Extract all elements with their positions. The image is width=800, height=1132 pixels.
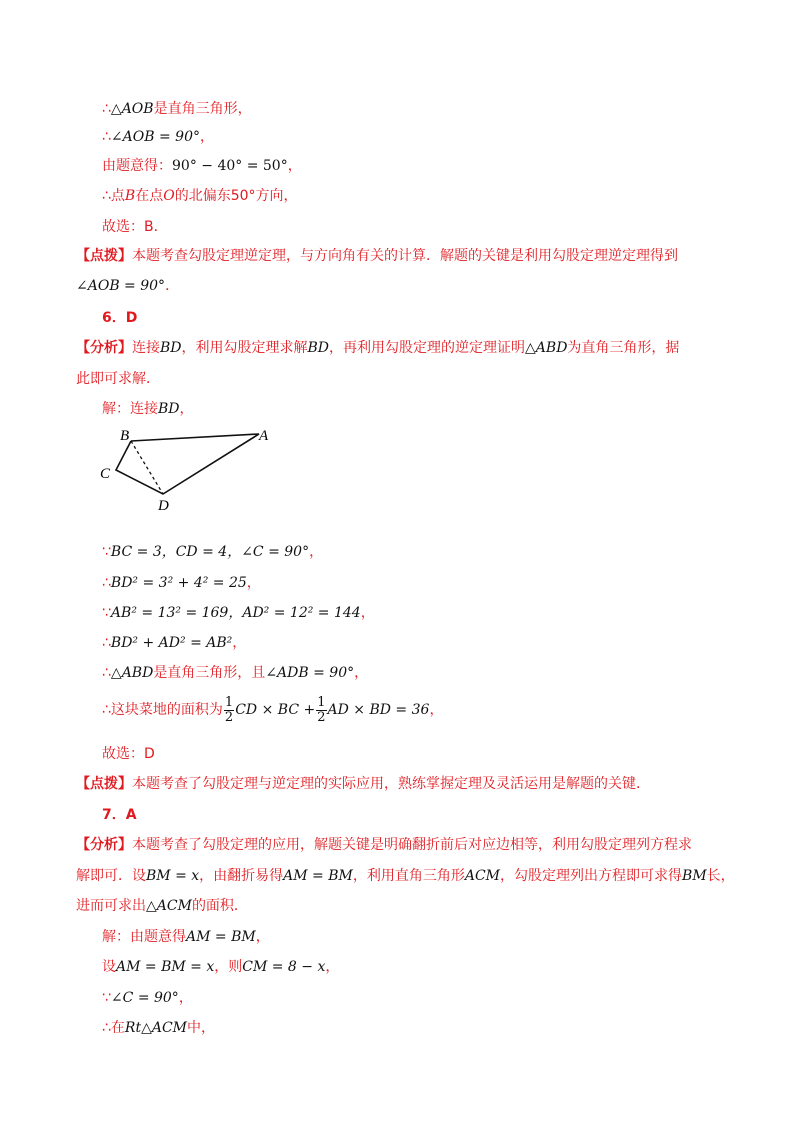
line-24 <box>102 928 270 946</box>
question-number-6: 6．D <box>102 310 138 326</box>
text: ． <box>165 278 180 294</box>
math-expr: BD² = 3² + 4² = 25 <box>110 575 247 591</box>
text: ， <box>246 575 261 591</box>
because-symbol: ∵ <box>102 605 111 621</box>
label-a: A <box>259 428 269 444</box>
text: ，利用勾股定理求解 <box>181 340 308 356</box>
line-16 <box>102 664 368 682</box>
text: 解：由题意得 <box>102 929 186 945</box>
denominator: 2 <box>317 709 326 725</box>
therefore-symbol: ∴ <box>102 635 111 651</box>
line-2 <box>102 128 214 146</box>
line-3 <box>102 157 302 175</box>
text: ，则 <box>214 959 243 975</box>
therefore-symbol: ∴ <box>102 101 111 117</box>
line-13 <box>102 574 261 592</box>
figure-outline <box>116 434 259 494</box>
line-10: 此即可求解． <box>76 371 160 387</box>
text: ， <box>178 990 193 1006</box>
math-expr: O <box>163 188 175 204</box>
text: 由题意得： <box>102 158 172 174</box>
math-expr: AM = BM = x <box>116 959 215 975</box>
numerator: 1 <box>224 694 234 710</box>
text: 长， <box>706 868 735 884</box>
math-expr: AM = BM <box>283 868 353 884</box>
line-23 <box>76 897 248 915</box>
math-expr: △AOB <box>110 101 154 117</box>
therefore-symbol: ∴ <box>102 665 111 681</box>
math-expr: ACM <box>464 868 501 884</box>
line-6 <box>76 247 678 265</box>
line-12 <box>102 543 323 561</box>
math-expr: CM = 8 − x <box>242 959 326 975</box>
question-number-7: 7．A <box>102 807 137 823</box>
text: 本题考查勾股定理逆定理，与方向角有关的计算．解题的关键是利用勾股定理逆定理得到 <box>132 248 678 264</box>
math-expr: CD × BC + <box>235 702 316 718</box>
label-c: C <box>100 466 111 482</box>
therefore-symbol: ∴ <box>102 575 111 591</box>
text: ，再利用勾股定理的逆定理证明 <box>329 340 526 356</box>
text: 进而可求出 <box>76 898 146 914</box>
math-expr: Rt△ACM <box>124 1020 188 1036</box>
line-1 <box>102 100 252 118</box>
math-expr: BM = x <box>146 868 200 884</box>
text: 在点 <box>135 188 164 204</box>
line-14 <box>102 604 375 622</box>
math-expr: △ABD <box>110 665 154 681</box>
text: 解：连接 <box>102 401 158 417</box>
text: ， <box>309 544 324 560</box>
math-expr: AB² = 13² = 169，AD² = 12² = 144 <box>110 605 361 621</box>
line-21 <box>76 836 692 854</box>
fraction-half <box>224 696 234 725</box>
text: 50° <box>230 188 256 204</box>
analysis-tag: 【分析】 <box>76 340 132 356</box>
text: ，由翻折易得 <box>199 868 284 884</box>
text: ， <box>287 158 302 174</box>
text: ，勾股定理列出方程即可求得 <box>500 868 683 884</box>
text: ，利用直角三角形 <box>352 868 465 884</box>
math-expr: BD² + AD² = AB² <box>110 635 233 651</box>
math-expr: ∠C = 90° <box>110 990 179 1006</box>
math-expr: B <box>124 188 136 204</box>
label-b: B <box>120 428 130 444</box>
line-4 <box>102 187 298 205</box>
label-d: D <box>158 498 169 514</box>
text: 本题考查了勾股定理与逆定理的实际应用，熟练掌握定理及灵活运用是解题的关键． <box>132 776 650 792</box>
math-expr: AM = BM <box>186 929 256 945</box>
line-18: 故选：D <box>102 746 155 762</box>
text: ， <box>325 959 340 975</box>
denominator: 2 <box>224 709 234 725</box>
math-expr: BM <box>682 868 707 884</box>
text: ∴点 <box>102 188 125 204</box>
text: 中， <box>187 1020 216 1036</box>
numerator: 1 <box>317 694 326 710</box>
text: 是直角三角形， <box>153 101 252 117</box>
text: 连接 <box>132 340 160 356</box>
math-expr: BD <box>160 340 182 356</box>
line-27 <box>102 1019 215 1037</box>
math-expr: 90° − 40° = 50° <box>172 158 288 174</box>
text: ∴在 <box>102 1020 125 1036</box>
line-11 <box>102 400 194 418</box>
text: ， <box>199 129 214 145</box>
line-17 <box>102 694 443 726</box>
math-expr: ∠ADB = 90° <box>265 665 355 681</box>
text: ， <box>255 929 270 945</box>
text: ∴这块菜地的面积为 <box>102 702 223 718</box>
line-7 <box>76 277 179 295</box>
text: 方向， <box>255 188 298 204</box>
text: 为直角三角形，据 <box>567 340 680 356</box>
tip-tag: 【点拨】 <box>76 776 132 792</box>
line-22 <box>76 867 735 885</box>
line-25 <box>102 958 339 976</box>
text: ， <box>179 401 194 417</box>
text: 解即可．设 <box>76 868 146 884</box>
text: ， <box>354 665 369 681</box>
line-9 <box>76 339 679 357</box>
because-symbol: ∵ <box>102 990 111 1006</box>
text: ， <box>232 635 247 651</box>
text: 本题考查了勾股定理的应用，解题关键是明确翻折前后对应边相等，利用勾股定理列方程求 <box>132 837 692 853</box>
analysis-tag: 【分析】 <box>76 837 132 853</box>
line-26 <box>102 989 193 1007</box>
math-expr: ∠AOB = 90° <box>110 129 200 145</box>
quadrilateral-figure <box>96 422 286 518</box>
text: 的北偏东 <box>174 188 231 204</box>
line-15 <box>102 634 246 652</box>
line-5: 故选：B． <box>102 219 168 235</box>
math-expr: AD × BD = 36 <box>327 702 430 718</box>
math-expr: BD <box>158 401 180 417</box>
text: 的面积． <box>191 898 248 914</box>
text: 设 <box>102 959 116 975</box>
math-expr: △ABD <box>525 340 568 356</box>
math-expr: BD <box>307 340 330 356</box>
math-expr: BC = 3，CD = 4，∠C = 90° <box>110 544 310 560</box>
line-19 <box>76 775 650 793</box>
math-expr: △ACM <box>146 898 192 914</box>
therefore-symbol: ∴ <box>102 129 111 145</box>
tip-tag: 【点拨】 <box>76 248 132 264</box>
text: 是直角三角形，且 <box>153 665 266 681</box>
text: ， <box>429 702 444 718</box>
fraction-half <box>316 696 326 725</box>
math-expr: ∠AOB = 90° <box>76 278 166 294</box>
because-symbol: ∵ <box>102 544 111 560</box>
text: ， <box>360 605 375 621</box>
